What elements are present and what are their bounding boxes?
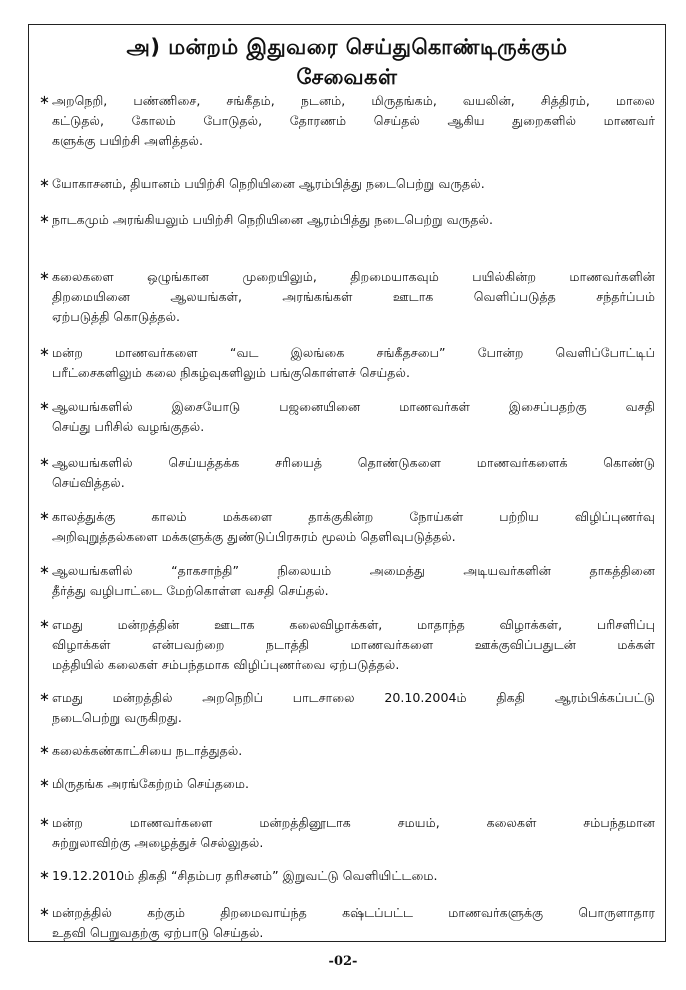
list-item-text-line: பரீட்சைகளிலும் கலை நிகழ்வுகளிலும் பங்குகொள்ளச் செய்தல். <box>52 365 410 380</box>
list-item-text-line: மன்ற மாணவர்களை மன்றத்தினூடாக சமயம், கலைகள் சம்பந்தமான <box>52 815 655 830</box>
list-item-text-line: யோகாசனம், தியானம் பயிற்சி நெறியினை ஆரம்பித்து நடைபெற்று வருதல். <box>52 176 485 191</box>
list-item <box>39 453 655 493</box>
list-item <box>39 174 655 194</box>
list-item-text-line: கட்டுதல், கோலம் போடுதல், தோரணம் செய்தல் ஆகிய துறைகளில் மாணவர் <box>52 113 655 128</box>
bullet-star-icon: ∗ <box>39 905 50 920</box>
list-item-text-line: ஆலயங்களில் செய்யத்தக்க சரியைத் தொண்டுகளை மாணவர்களைக் கொண்டு <box>52 455 655 470</box>
bullet-star-icon: ∗ <box>39 617 50 632</box>
list-item-text-line: நடைபெற்று வருகிறது. <box>52 710 182 725</box>
list-item <box>39 210 655 230</box>
bullet-star-icon: ∗ <box>39 455 50 470</box>
bullet-star-icon: ∗ <box>39 212 50 227</box>
list-item-text-line: ஏற்படுத்தி கொடுத்தல். <box>52 309 181 324</box>
content-frame <box>28 24 666 942</box>
bullet-star-icon: ∗ <box>39 399 50 414</box>
list-item <box>39 774 655 794</box>
list-item-text-line: செய்து பரிசில் வழங்குதல். <box>52 419 205 434</box>
list-item-text-line: தீர்த்து வழிபாட்டை மேற்கொள்ள வசதி செய்தல். <box>52 583 329 598</box>
bullet-star-icon: ∗ <box>39 868 50 883</box>
list-item-text-line: திறமையினை ஆலயங்கள், அரங்கங்கள் ஊடாக வெளிப்படுத்த சந்தர்ப்பம் <box>52 289 655 304</box>
list-item-text-line: எமது மன்றத்தில் அறநெறிப் பாடசாலை 20.10.2004ம் திகதி ஆரம்பிக்கப்பட்டு <box>52 690 655 705</box>
list-item-text-line: நாடகமும் அரங்கியலும் பயிற்சி நெறியினை ஆரம்பித்து நடைபெற்று வருதல். <box>52 212 493 227</box>
bullet-star-icon: ∗ <box>39 743 50 758</box>
bullet-star-icon: ∗ <box>39 345 50 360</box>
bullet-star-icon: ∗ <box>39 690 50 705</box>
list-item <box>39 741 655 761</box>
list-item-text-line: ஆலயங்களில் “தாகசாந்தி” நிலையம் அமைத்து அடியவர்களின் தாகத்தினை <box>52 563 655 578</box>
page-title-line-1: அ) மன்றம் இதுவரை செய்துகொண்டிருக்கும் <box>126 35 568 59</box>
list-item <box>39 615 655 675</box>
list-item-text-line: செய்வித்தல். <box>52 475 125 490</box>
list-item <box>39 688 655 728</box>
list-item <box>39 866 655 886</box>
list-item <box>39 561 655 601</box>
bullet-star-icon: ∗ <box>39 269 50 284</box>
list-item <box>39 397 655 437</box>
list-item-text-line: கலைகளை ஒழுங்கான முறையிலும், திறமையாகவும் பயில்கின்ற மாணவர்களின் <box>52 269 655 284</box>
list-item <box>39 813 655 853</box>
list-item-text-line: விழாக்கள் என்பவற்றை நடாத்தி மாணவர்களை ஊக்குவிப்பதுடன் மக்கள் <box>52 637 655 652</box>
list-item-text-line: சுற்றுலாவிற்கு அழைத்துச் செல்லுதல். <box>52 835 264 850</box>
bullet-star-icon: ∗ <box>39 776 50 791</box>
bullet-star-icon: ∗ <box>39 509 50 524</box>
list-item <box>39 507 655 547</box>
list-item <box>39 267 655 327</box>
list-item-text-line: காலத்துக்கு காலம் மக்களை தாக்குகின்ற நோய்கள் பற்றிய விழிப்புணர்வு <box>52 509 655 524</box>
list-item-text-line: கலைக்கண்காட்சியை நடாத்துதல். <box>52 743 243 758</box>
page-number: -02- <box>328 954 358 969</box>
list-item-text-line: மன்ற மாணவர்களை “வட இலங்கை சங்கீதசபை” போன்ற வெளிப்போட்டிப் <box>52 345 655 360</box>
bullet-star-icon: ∗ <box>39 563 50 578</box>
list-item <box>39 91 655 151</box>
list-item-text-line: மன்றத்தில் கற்கும் திறமைவாய்ந்த கஷ்டப்பட்ட மாணவர்களுக்கு பொருளாதார <box>52 905 655 920</box>
list-item-text-line: அறிவுறுத்தல்களை மக்களுக்கு துண்டுப்பிரசுரம் மூலம் தெளிவுபடுத்தல். <box>52 529 456 544</box>
page-title-line-2: சேவைகள் <box>296 65 398 89</box>
list-item-text-line: ஆலயங்களில் இசையோடு பஜனையினை மாணவர்கள் இசைப்பதற்கு வசதி <box>52 399 655 414</box>
bullet-star-icon: ∗ <box>39 815 50 830</box>
list-item-text-line: மிருதங்க அரங்கேற்றம் செய்தமை. <box>52 776 250 791</box>
bullet-star-icon: ∗ <box>39 93 50 108</box>
list-item <box>39 343 655 383</box>
bullet-star-icon: ∗ <box>39 176 50 191</box>
list-item-text-line: களுக்கு பயிற்சி அளித்தல். <box>52 133 203 148</box>
list-item-text-line: எமது மன்றத்தின் ஊடாக கலைவிழாக்கள், மாதாந்த விழாக்கள், பரிசளிப்பு <box>52 617 655 632</box>
list-item-text-line: உதவி பெறுவதற்கு ஏற்பாடு செய்தல். <box>52 925 264 940</box>
list-item <box>39 903 655 943</box>
list-item-text-line: அறநெறி, பண்ணிசை, சங்கீதம், நடனம், மிருதங்கம், வயலின், சித்திரம், மாலை <box>52 93 655 108</box>
list-item-text-line: மத்தியில் கலைகள் சம்பந்தமாக விழிப்புணர்வை ஏற்படுத்தல். <box>52 657 400 672</box>
list-item-text-line: 19.12.2010ம் திகதி “சிதம்பர தரிசனம்” இறுவட்டு வெளியிட்டமை. <box>52 868 438 883</box>
